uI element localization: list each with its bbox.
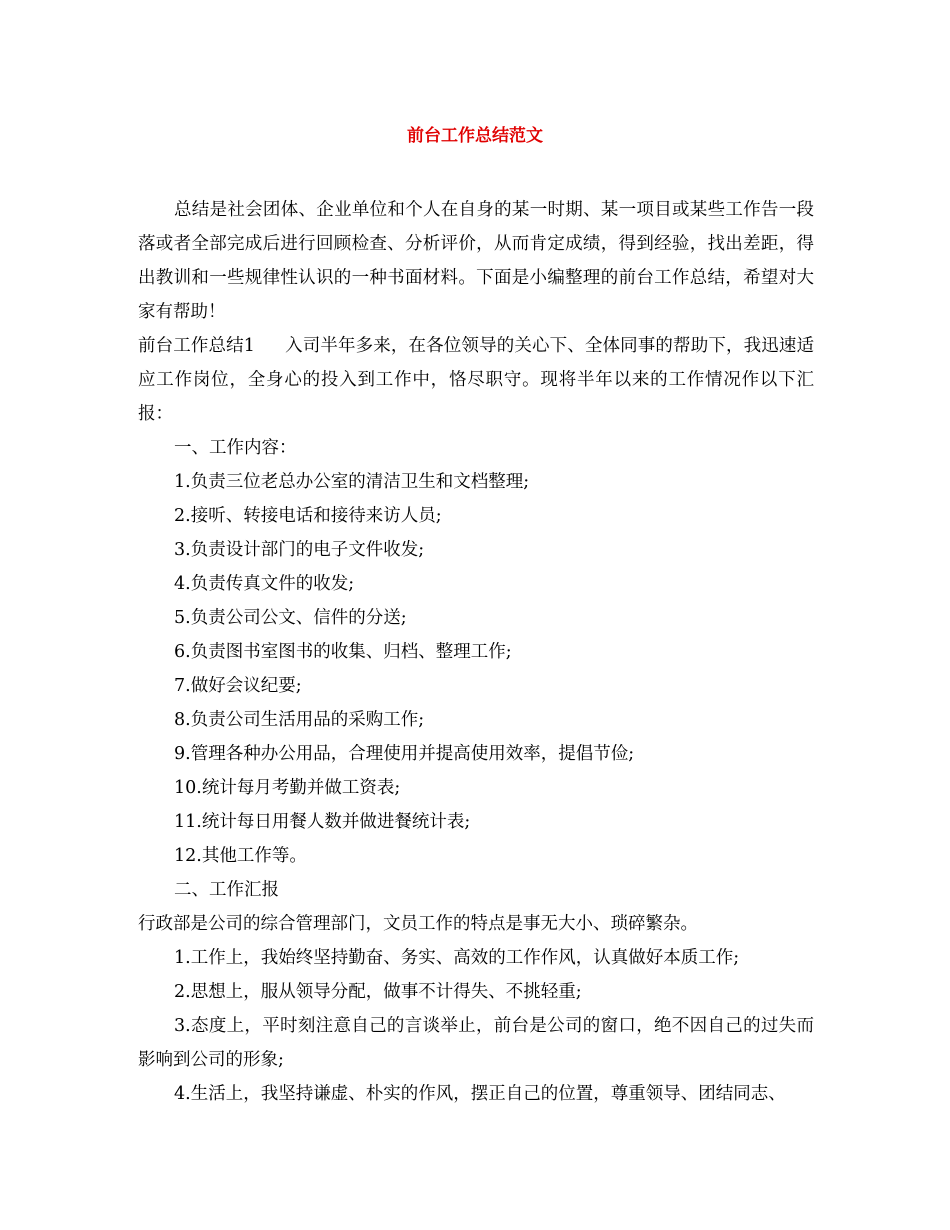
work-item-1: 1.负责三位老总办公室的清洁卫生和文档整理; bbox=[174, 472, 530, 492]
work-item-5: 5.负责公司公文、信件的分送; bbox=[174, 608, 407, 628]
work-item-9: 9.管理各种办公用品，合理使用并提高使用效率，提倡节俭; bbox=[174, 744, 635, 764]
part2-heading: 二、工作汇报 bbox=[174, 880, 279, 900]
work-item-7: 7.做好会议纪要; bbox=[174, 676, 302, 696]
section1-paragraph bbox=[138, 329, 814, 431]
work-item-11: 11.统计每日用餐人数并做进餐统计表; bbox=[174, 812, 471, 832]
report-item-4: 4.生活上，我坚持谦虚、朴实的作风，摆正自己的位置，尊重领导、团结同志、 bbox=[174, 1084, 786, 1104]
section1-lead: 入司半年多来，在各位领导的关心下、全体同事的帮助下，我迅速适应工作岗位，全身心的投入到工作中，恪尽职守。现将半年以来的工作情况作以下汇报： bbox=[138, 336, 815, 424]
work-item-12: 12.其他工作等。 bbox=[174, 846, 307, 866]
work-item-8: 8.负责公司生活用品的采购工作; bbox=[174, 710, 425, 730]
work-item-3: 3.负责设计部门的电子文件收发; bbox=[174, 540, 425, 560]
part2-intro: 行政部是公司的综合管理部门，文员工作的特点是事无大小、琐碎繁杂。 bbox=[138, 914, 698, 934]
report-item-1: 1.工作上，我始终坚持勤奋、务实、高效的工作作风，认真做好本质工作; bbox=[174, 948, 740, 968]
intro-paragraph: 总结是社会团体、企业单位和个人在自身的某一时期、某一项目或某些工作告一段落或者全部完成后进行回顾检查、分析评价，从而肯定成绩，得到经验，找出差距，得出教训和一些规律性认识的一种书面材料。下面是小编整理的前台工作总结，希望对大家有帮助！ bbox=[138, 200, 814, 322]
document-title: 前台工作总结范文 bbox=[407, 126, 543, 146]
section1-heading: 前台工作总结1 bbox=[138, 336, 255, 356]
work-item-4: 4.负责传真文件的收发; bbox=[174, 574, 355, 594]
report-item-2: 2.思想上，服从领导分配，做事不计得失、不挑轻重; bbox=[174, 982, 582, 1002]
work-item-10: 10.统计每月考勤并做工资表; bbox=[174, 778, 401, 798]
work-item-2: 2.接听、转接电话和接待来访人员; bbox=[174, 506, 442, 526]
document-body bbox=[138, 193, 814, 1111]
report-item-3: 3.态度上，平时刻注意自己的言谈举止，前台是公司的窗口，绝不因自己的过失而影响到公司的形象; bbox=[138, 1016, 814, 1070]
work-item-6: 6.负责图书室图书的收集、归档、整理工作; bbox=[174, 642, 512, 662]
part1-heading: 一、工作内容： bbox=[174, 438, 297, 458]
